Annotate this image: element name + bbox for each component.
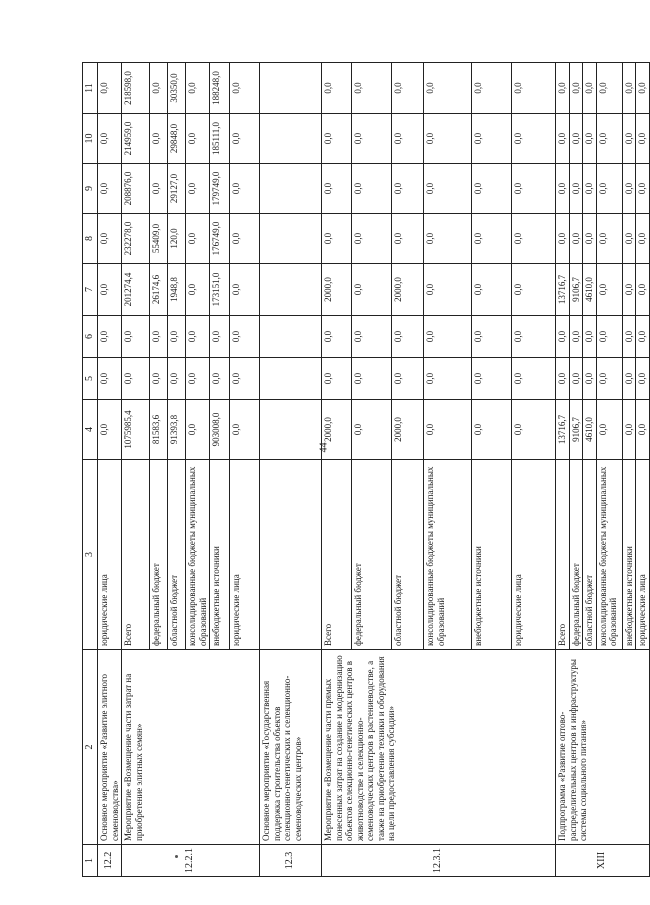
amount-cell: 0,0 [556, 358, 570, 400]
funding-source-cell: Всего [122, 460, 150, 650]
amount-cell: 0,0 [596, 316, 622, 358]
amount-cell: 0,0 [352, 316, 392, 358]
funding-source-cell: консолидированные бюджеты муниципальных образований [424, 460, 472, 650]
amount-cell [260, 214, 322, 264]
amount-cell: 0,0 [186, 400, 210, 460]
amount-cell: 0,0 [352, 63, 392, 114]
funding-source-cell: консолидированные бюджеты муниципальных образований [186, 460, 210, 650]
amount-cell: 26174,6 [150, 264, 168, 316]
amount-cell: 0,0 [98, 164, 122, 214]
funding-source-cell: Всего [556, 460, 570, 650]
amount-cell: 0,0 [596, 114, 622, 164]
amount-cell: 0,0 [424, 264, 472, 316]
column-number-cell: 7 [83, 264, 98, 316]
amount-cell: 0,0 [622, 214, 636, 264]
amount-cell: 0,0 [230, 164, 260, 214]
amount-cell: 0,0 [622, 316, 636, 358]
amount-cell: 0,0 [622, 164, 636, 214]
amount-cell: 29127,0 [168, 164, 186, 214]
amount-cell [260, 264, 322, 316]
amount-cell: 2000,0 [322, 400, 352, 460]
amount-cell: 0,0 [472, 316, 512, 358]
item-name-cell: Мероприятие «Возмещение части прямых понесенных затрат на создание и модернизацию объектов селекционно-генетических центров в животноводстве и селекционно-семеноводческих центров в растениеводстве, а также на приобретение техники и оборудования на цели предоставления субсидии» [322, 650, 556, 845]
amount-cell: 218598,0 [122, 63, 150, 114]
amount-cell: 0,0 [186, 114, 210, 164]
amount-cell: 0,0 [186, 316, 210, 358]
amount-cell: 0,0 [322, 164, 352, 214]
amount-cell: 2000,0 [322, 264, 352, 316]
amount-cell: 0,0 [556, 114, 570, 164]
amount-cell: 0,0 [98, 114, 122, 164]
item-number-cell: 12.3.1 [322, 845, 556, 877]
amount-cell: 201274,4 [122, 264, 150, 316]
amount-cell: 81583,6 [150, 400, 168, 460]
amount-cell: 0,0 [636, 63, 650, 114]
amount-cell: 0,0 [150, 316, 168, 358]
amount-cell: 0,0 [168, 316, 186, 358]
amount-cell: 0,0 [322, 214, 352, 264]
amount-cell: 0,0 [210, 316, 230, 358]
amount-cell: 0,0 [636, 164, 650, 214]
amount-cell: 0,0 [512, 63, 556, 114]
amount-cell: 0,0 [392, 214, 424, 264]
amount-cell: 176749,0 [210, 214, 230, 264]
amount-cell: 0,0 [322, 63, 352, 114]
amount-cell [260, 114, 322, 164]
amount-cell: 0,0 [569, 164, 583, 214]
table-row [98, 63, 122, 877]
amount-cell: 29848,0 [168, 114, 186, 164]
amount-cell: 0,0 [168, 358, 186, 400]
amount-cell: 0,0 [472, 114, 512, 164]
amount-cell: 0,0 [150, 358, 168, 400]
amount-cell: 0,0 [322, 316, 352, 358]
amount-cell: 0,0 [472, 264, 512, 316]
funding-source-cell: областной бюджет [392, 460, 424, 650]
amount-cell: 188248,0 [210, 63, 230, 114]
column-number-cell: 10 [83, 114, 98, 164]
amount-cell: 0,0 [392, 316, 424, 358]
amount-cell: 214959,0 [122, 114, 150, 164]
table-row [122, 63, 150, 877]
funding-source-cell: областной бюджет [168, 460, 186, 650]
amount-cell: 0,0 [352, 264, 392, 316]
amount-cell: 0,0 [569, 63, 583, 114]
amount-cell: 0,0 [424, 400, 472, 460]
amount-cell: 4610,0 [583, 400, 597, 460]
amount-cell: 0,0 [569, 316, 583, 358]
column-number-cell: 1 [83, 845, 98, 877]
amount-cell: 0,0 [98, 63, 122, 114]
amount-cell: 0,0 [352, 400, 392, 460]
table-row [322, 63, 352, 877]
amount-cell: 0,0 [596, 63, 622, 114]
amount-cell: 0,0 [472, 164, 512, 214]
amount-cell: 30350,0 [168, 63, 186, 114]
funding-source-cell: внебюджетные источники [622, 460, 636, 650]
amount-cell: 4610,0 [583, 264, 597, 316]
rotated-table-frame [82, 63, 647, 877]
amount-cell: 2000,0 [392, 264, 424, 316]
amount-cell: 0,0 [583, 63, 597, 114]
amount-cell: 1075985,4 [122, 400, 150, 460]
item-number-cell: 12.3 [260, 845, 322, 877]
amount-cell: 9106,7 [569, 264, 583, 316]
amount-cell: 0,0 [122, 316, 150, 358]
amount-cell: 0,0 [392, 63, 424, 114]
amount-cell: 0,0 [636, 214, 650, 264]
amount-cell: 0,0 [512, 316, 556, 358]
item-number-cell: 12.2 [98, 845, 122, 877]
amount-cell: 0,0 [150, 114, 168, 164]
funding-source-cell: внебюджетные источники [210, 460, 230, 650]
amount-cell: 0,0 [622, 264, 636, 316]
amount-cell: 0,0 [596, 400, 622, 460]
amount-cell [260, 63, 322, 114]
amount-cell: 0,0 [636, 358, 650, 400]
amount-cell: 0,0 [98, 264, 122, 316]
amount-cell: 0,0 [392, 164, 424, 214]
amount-cell: 0,0 [556, 214, 570, 264]
amount-cell: 0,0 [583, 316, 597, 358]
funding-source-cell [260, 460, 322, 650]
amount-cell: 0,0 [352, 214, 392, 264]
amount-cell: 0,0 [512, 400, 556, 460]
amount-cell: 0,0 [392, 358, 424, 400]
amount-cell: 0,0 [636, 114, 650, 164]
item-name-cell: Основное мероприятие «Развитие элитного семеноводства» [98, 650, 122, 845]
amount-cell: 0,0 [150, 63, 168, 114]
amount-cell: 0,0 [636, 264, 650, 316]
amount-cell: 0,0 [230, 264, 260, 316]
amount-cell: 0,0 [596, 358, 622, 400]
amount-cell: 0,0 [98, 400, 122, 460]
column-number-cell: 11 [83, 63, 98, 114]
amount-cell: 0,0 [424, 316, 472, 358]
amount-cell: 0,0 [556, 316, 570, 358]
amount-cell: 0,0 [98, 214, 122, 264]
amount-cell: 0,0 [556, 164, 570, 214]
amount-cell: 0,0 [424, 63, 472, 114]
funding-source-cell: консолидированные бюджеты муниципальных образований [596, 460, 622, 650]
item-name-cell: Подпрограмма «Развитие оптово-распределительных центров и инфраструктуры системы социального питания» [556, 650, 650, 845]
amount-cell: 0,0 [596, 164, 622, 214]
amount-cell: 0,0 [98, 316, 122, 358]
amount-cell: 120,0 [168, 214, 186, 264]
amount-cell: 0,0 [596, 264, 622, 316]
amount-cell: 0,0 [622, 63, 636, 114]
amount-cell: 0,0 [322, 358, 352, 400]
column-number-cell: 5 [83, 358, 98, 400]
amount-cell: 0,0 [98, 358, 122, 400]
amount-cell: 903008,0 [210, 400, 230, 460]
amount-cell [260, 358, 322, 400]
amount-cell: 0,0 [230, 400, 260, 460]
amount-cell: 0,0 [622, 114, 636, 164]
amount-cell: 2000,0 [392, 400, 424, 460]
amount-cell: 0,0 [622, 400, 636, 460]
amount-cell: 0,0 [392, 114, 424, 164]
column-number-cell: 8 [83, 214, 98, 264]
amount-cell: 0,0 [472, 400, 512, 460]
amount-cell: 0,0 [636, 316, 650, 358]
item-name-cell: Мероприятие «Возмещение части затрат на приобретение элитных семян» [122, 650, 260, 845]
amount-cell: 0,0 [583, 114, 597, 164]
amount-cell: 0,0 [424, 164, 472, 214]
amount-cell: 0,0 [472, 358, 512, 400]
amount-cell: 0,0 [556, 63, 570, 114]
amount-cell: 0,0 [472, 214, 512, 264]
amount-cell: 185111,0 [210, 114, 230, 164]
amount-cell: 0,0 [322, 114, 352, 164]
amount-cell: 0,0 [122, 358, 150, 400]
amount-cell: 0,0 [583, 358, 597, 400]
amount-cell: 0,0 [186, 63, 210, 114]
funding-source-cell: Всего [322, 460, 352, 650]
amount-cell: 232278,0 [122, 214, 150, 264]
amount-cell [260, 164, 322, 214]
amount-cell: 55409,0 [150, 214, 168, 264]
amount-cell: 173151,0 [210, 264, 230, 316]
funding-source-cell: юридические лица [230, 460, 260, 650]
funding-source-cell: юридические лица [512, 460, 556, 650]
amount-cell: 0,0 [569, 114, 583, 164]
amount-cell: 0,0 [569, 214, 583, 264]
amount-cell [260, 400, 322, 460]
amount-cell: 0,0 [583, 214, 597, 264]
amount-cell: 0,0 [186, 214, 210, 264]
amount-cell: 0,0 [230, 63, 260, 114]
amount-cell: 0,0 [186, 164, 210, 214]
amount-cell [260, 316, 322, 358]
item-name-cell: Основное мероприятие «Государственная поддержка строительства объектов селекционно-генетических и селекционно-семеноводческих центров» [260, 650, 322, 845]
page-number: 44 [318, 442, 330, 453]
amount-cell: 1948,8 [168, 264, 186, 316]
amount-cell: 0,0 [230, 114, 260, 164]
amount-cell: 0,0 [230, 214, 260, 264]
column-number-cell: 3 [83, 460, 98, 650]
amount-cell: 0,0 [512, 214, 556, 264]
column-number-cell: 9 [83, 164, 98, 214]
amount-cell: 0,0 [352, 164, 392, 214]
budget-table [82, 62, 650, 877]
amount-cell: 9106,7 [569, 400, 583, 460]
amount-cell: 0,0 [424, 214, 472, 264]
amount-cell: 179749,0 [210, 164, 230, 214]
amount-cell: 13716,7 [556, 400, 570, 460]
item-number-cell: 12.2.1 [122, 845, 260, 877]
amount-cell: 0,0 [424, 114, 472, 164]
amount-cell: 0,0 [210, 358, 230, 400]
amount-cell: 0,0 [583, 164, 597, 214]
table-row [556, 63, 570, 877]
amount-cell: 0,0 [186, 358, 210, 400]
amount-cell: 0,0 [150, 164, 168, 214]
amount-cell: 0,0 [622, 358, 636, 400]
item-number-cell: XIII [556, 845, 650, 877]
funding-source-cell: внебюджетные источники [472, 460, 512, 650]
amount-cell: 13716,7 [556, 264, 570, 316]
amount-cell: 0,0 [352, 358, 392, 400]
funding-source-cell: федеральный бюджет [150, 460, 168, 650]
amount-cell: 0,0 [512, 114, 556, 164]
table-row [260, 63, 322, 877]
amount-cell: 0,0 [569, 358, 583, 400]
amount-cell: 0,0 [186, 264, 210, 316]
amount-cell: 0,0 [424, 358, 472, 400]
column-number-cell: 2 [83, 650, 98, 845]
funding-source-cell: федеральный бюджет [569, 460, 583, 650]
amount-cell: 0,0 [596, 214, 622, 264]
amount-cell: 208876,0 [122, 164, 150, 214]
column-number-cell: 6 [83, 316, 98, 358]
funding-source-cell: юридические лица [636, 460, 650, 650]
amount-cell: 91393,8 [168, 400, 186, 460]
amount-cell: 0,0 [636, 400, 650, 460]
amount-cell: 0,0 [512, 264, 556, 316]
funding-source-cell: федеральный бюджет [352, 460, 392, 650]
amount-cell: 0,0 [230, 316, 260, 358]
amount-cell: 0,0 [512, 164, 556, 214]
funding-source-cell: областной бюджет [583, 460, 597, 650]
funding-source-cell: юридические лица [98, 460, 122, 650]
column-number-row [83, 63, 98, 877]
amount-cell: 0,0 [472, 63, 512, 114]
amount-cell: 0,0 [512, 358, 556, 400]
amount-cell: 0,0 [230, 358, 260, 400]
amount-cell: 0,0 [352, 114, 392, 164]
column-number-cell: 4 [83, 400, 98, 460]
